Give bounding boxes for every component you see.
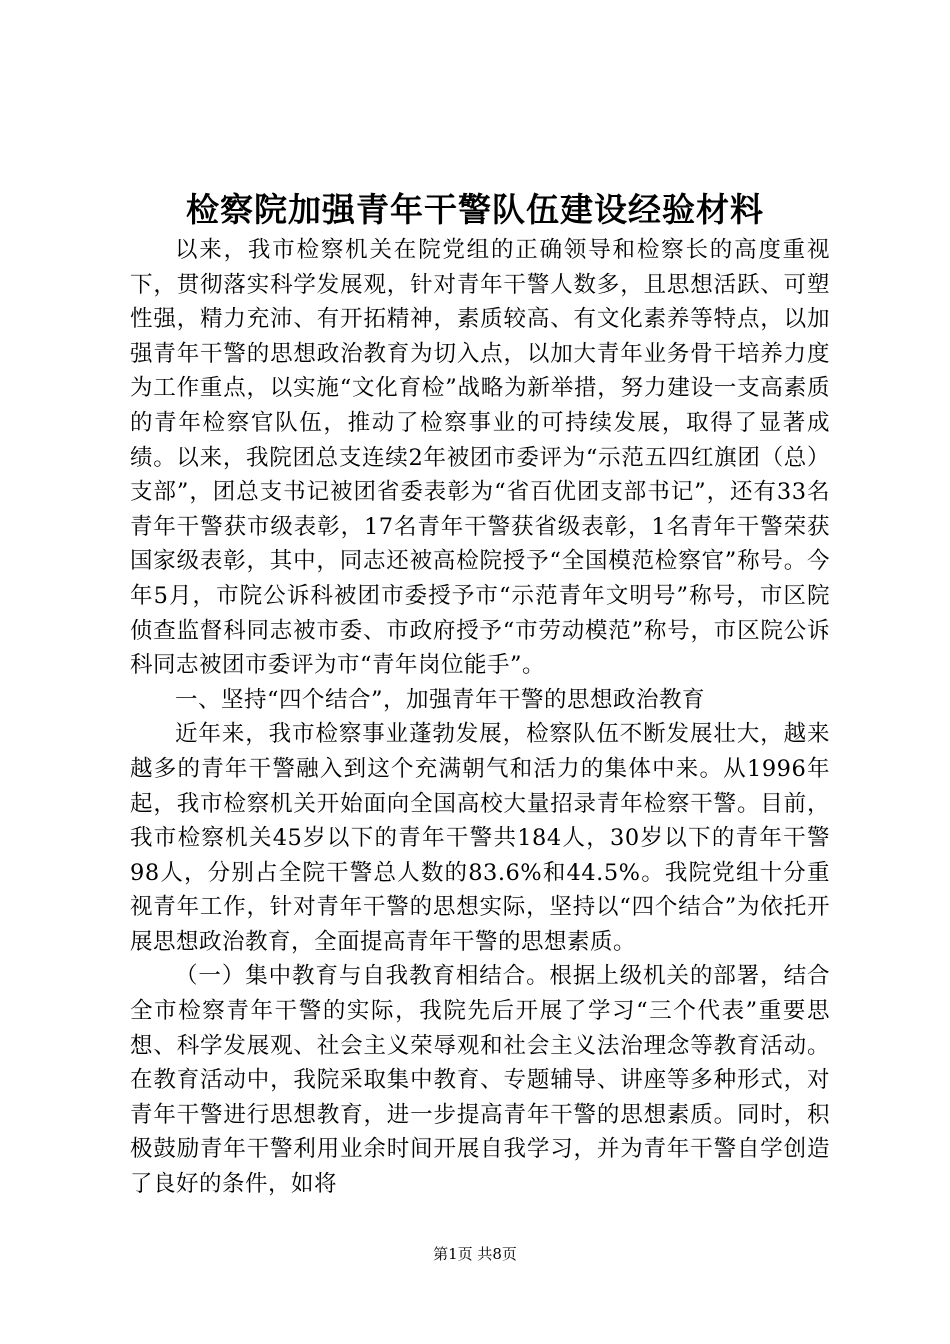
section-heading-1: 一、坚持“四个结合”，加强青年干警的思想政治教育 — [175, 686, 706, 713]
paragraph-subsection-1: （一）集中教育与自我教育相结合。根据上级机关的部署，结合全市检察青年干警的实际，我院先后开展了学习“三个代表”重要思想、科学发展观、社会主义荣辱观和社会主义法治理念等教育活动。在教育活动中，我院采取集中教育、专题辅导、讲座等多种形式，对青年干警进行思想教育，进一步提高青年干警的思想素质。同时，积极鼓励青年干警利用业余时间开展自我学习，并为青年干警自学创造了良好的条件，如将 — [130, 963, 830, 1198]
paragraph-intro: 以来，我市检察机关在院党组的正确领导和检察长的高度重视下，贯彻落实科学发展观，针对青年干警人数多，且思想活跃、可塑性强，精力充沛、有开拓精神，素质较高、有文化素养等特点，以加强青年干警的思想政治教育为切入点，以加大青年业务骨干培养力度为工作重点，以实施“文化育检”战略为新举措，努力建设一支高素质的青年检察官队伍，推动了检察事业的可持续发展，取得了显著成绩。以来，我院团总支连续2年被团市委评为“示范五四红旗团（总）支部”，团总支书记被团省委表彰为“省百优团支部书记”，还有33名青年干警获市级表彰，17名青年干警获省级表彰，1名青年干警荣获国家级表彰，其中，同志还被高检院授予“全国模范检察官”称号。今年5月，市院公诉科被团市委授予市“示范青年文明号”称号，市区院侦查监督科同志被市委、市政府授予“市劳动模范”称号，市区院公诉科同志被团市委评为市“青年岗位能手”。 — [130, 237, 830, 679]
paragraph-section-1: 近年来，我市检察事业蓬勃发展，检察队伍不断发展壮大，越来越多的青年干警融入到这个充满朝气和活力的集体中来。从1996年起，我市检察机关开始面向全国高校大量招录青年检察干警。目前，我市检察机关45岁以下的青年干警共184人，30岁以下的青年干警98人，分别占全院干警总人数的83.6%和44.5%。我院党组十分重视青年工作，针对青年干警的思想实际，坚持以“四个结合”为依托开展思想政治教育，全面提高青年干警的思想素质。 — [130, 721, 830, 955]
document-title: 检察院加强青年干警队伍建设经验材料 — [186, 190, 764, 229]
document-body — [130, 233, 830, 1202]
page-number-footer: 第1页 共8页 — [433, 1245, 517, 1263]
